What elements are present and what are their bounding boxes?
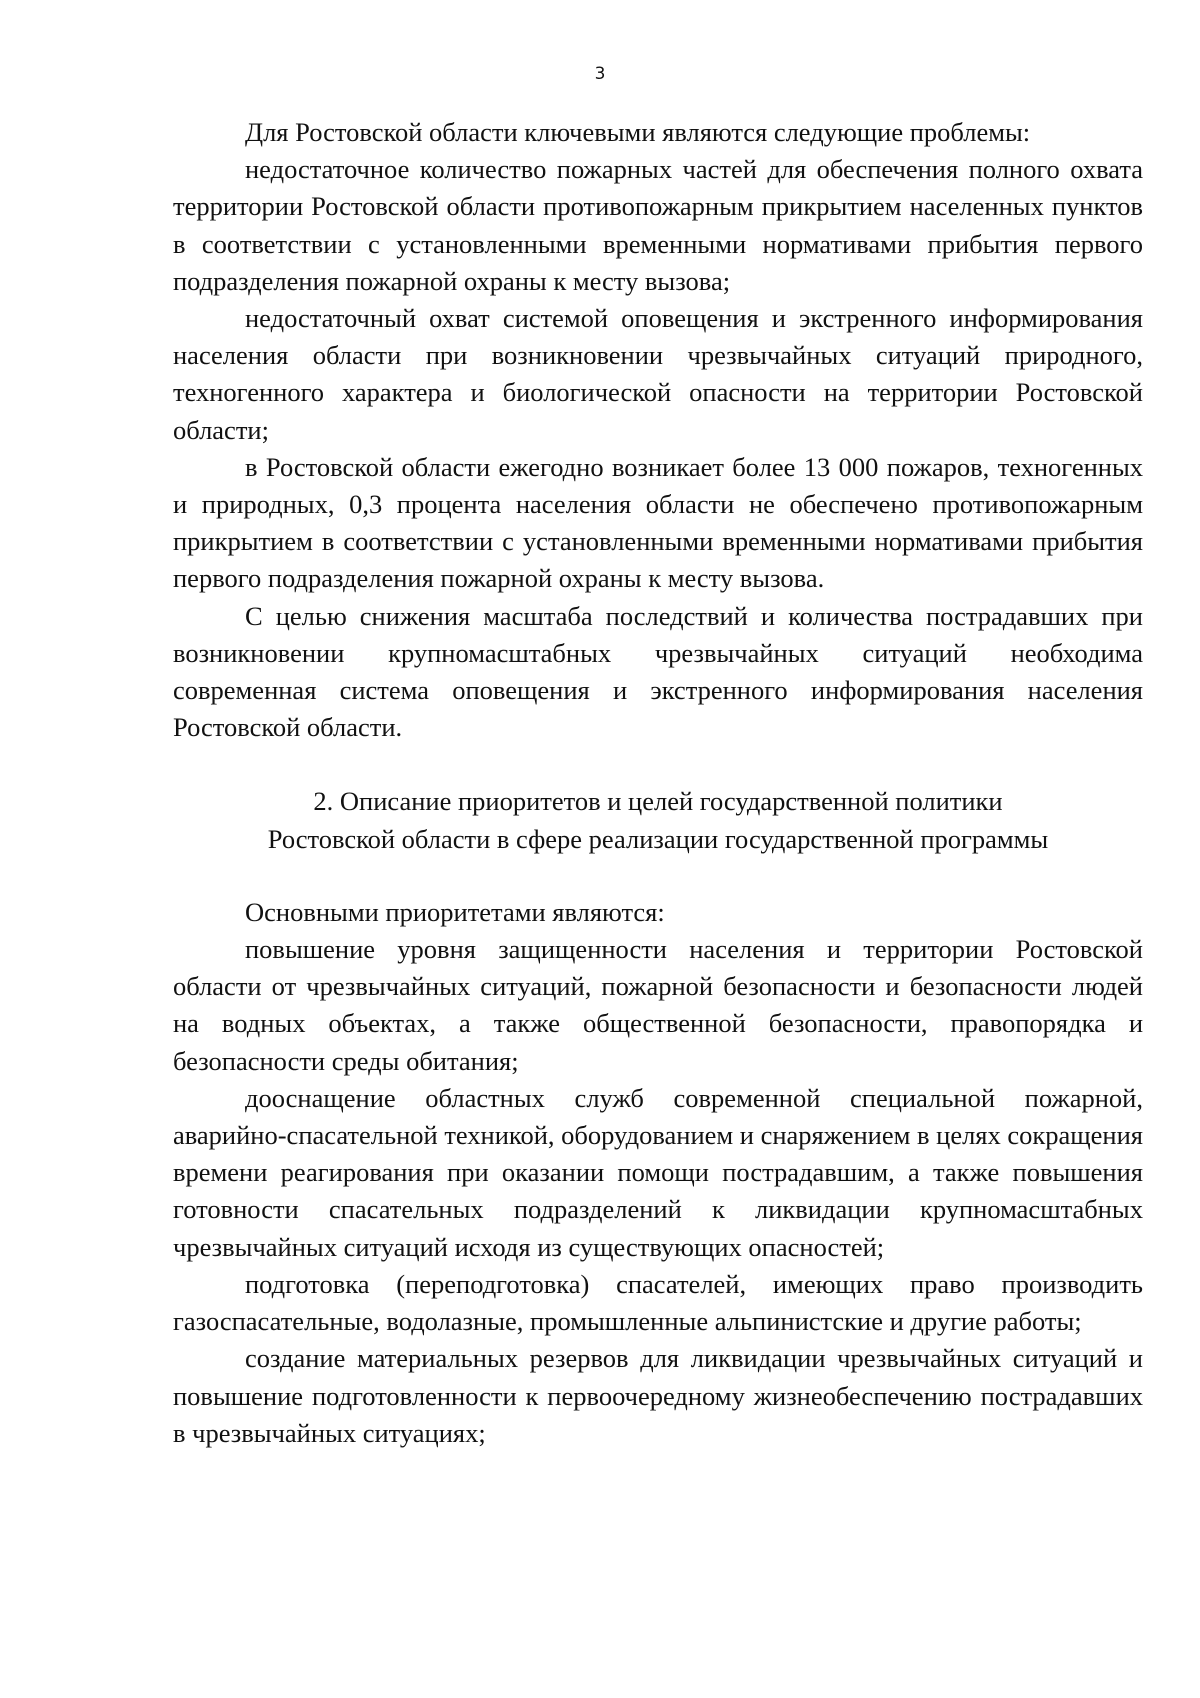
priority-item-training: подготовка (переподготовка) спасателей, имеющих право производить газоспасательные, водолазные, промышленные альпинистские и другие работы; [173,1268,1143,1337]
section2-intro: Основными приоритетами являются: [245,896,665,927]
section1-intro: Для Ростовской области ключевыми являются следующие проблемы: [245,117,1031,147]
heading-spacer [173,858,1143,894]
problem-item-conclusion: С целью снижения масштаба последствий и количества пострадавших при возникновении крупномасштабных чрезвычайных ситуаций необходима современная система оповещения и экстренного информирования населения Ростовской области. [173,600,1143,743]
problem-item-fire-statistics: в Ростовской области ежегодно возникает более 13 000 пожаров, техногенных и природных, 0,3 процента населения области не обеспечено противопожарным прикрытием в соответствии с установленными временными нормативами прибытия первого подразделения пожарной охраны к месту вызова. [173,451,1143,594]
problem-item-fire-stations: недостаточное количество пожарных частей для обеспечения полного охвата территории Ростовской области противопожарным прикрытием населенных пунктов в соответствии с установленными временными нормативами прибытия первого подразделения пожарной охраны к месту вызова; [173,154,1143,296]
problem-item-warning-system: недостаточный охват системой оповещения и экстренного информирования населения области при возникновении чрезвычайных ситуаций природного, техногенного характера и биологической опасности на территории Ростовской области; [173,303,1143,445]
page-number: 3 [594,64,606,84]
section-spacer [173,746,1143,783]
priority-item-reserves: создание материальных резервов для ликвидации чрезвычайных ситуаций и повышение подготовленности к первоочередному жизнеобеспечению пострадавших в чрезвычайных ситуациях; [173,1343,1143,1448]
section2-heading-line2: Ростовской области в сфере реализации государственной программы [267,823,1049,854]
section2-heading-line1: 2. Описание приоритетов и целей государственной политики [313,786,1003,817]
priority-item-protection: повышение уровня защищенности населения и территории Ростовской области от чрезвычайных ситуаций, пожарной безопасности и безопасности людей на водных объектах, а также общественной безопасности, правопорядка и безопасности среды обитания; [173,934,1143,1076]
document-body [173,114,1143,1452]
priority-item-equipment: дооснащение областных служб современной специальной пожарной, аварийно-спасательной техникой, оборудованием и снаряжением в целях сокращения времени реагирования при оказании помощи пострадавшим, а также повышения готовности спасательных подразделений к ликвидации крупномасштабных чрезвычайных ситуаций исходя из существующих опасностей; [173,1082,1143,1262]
